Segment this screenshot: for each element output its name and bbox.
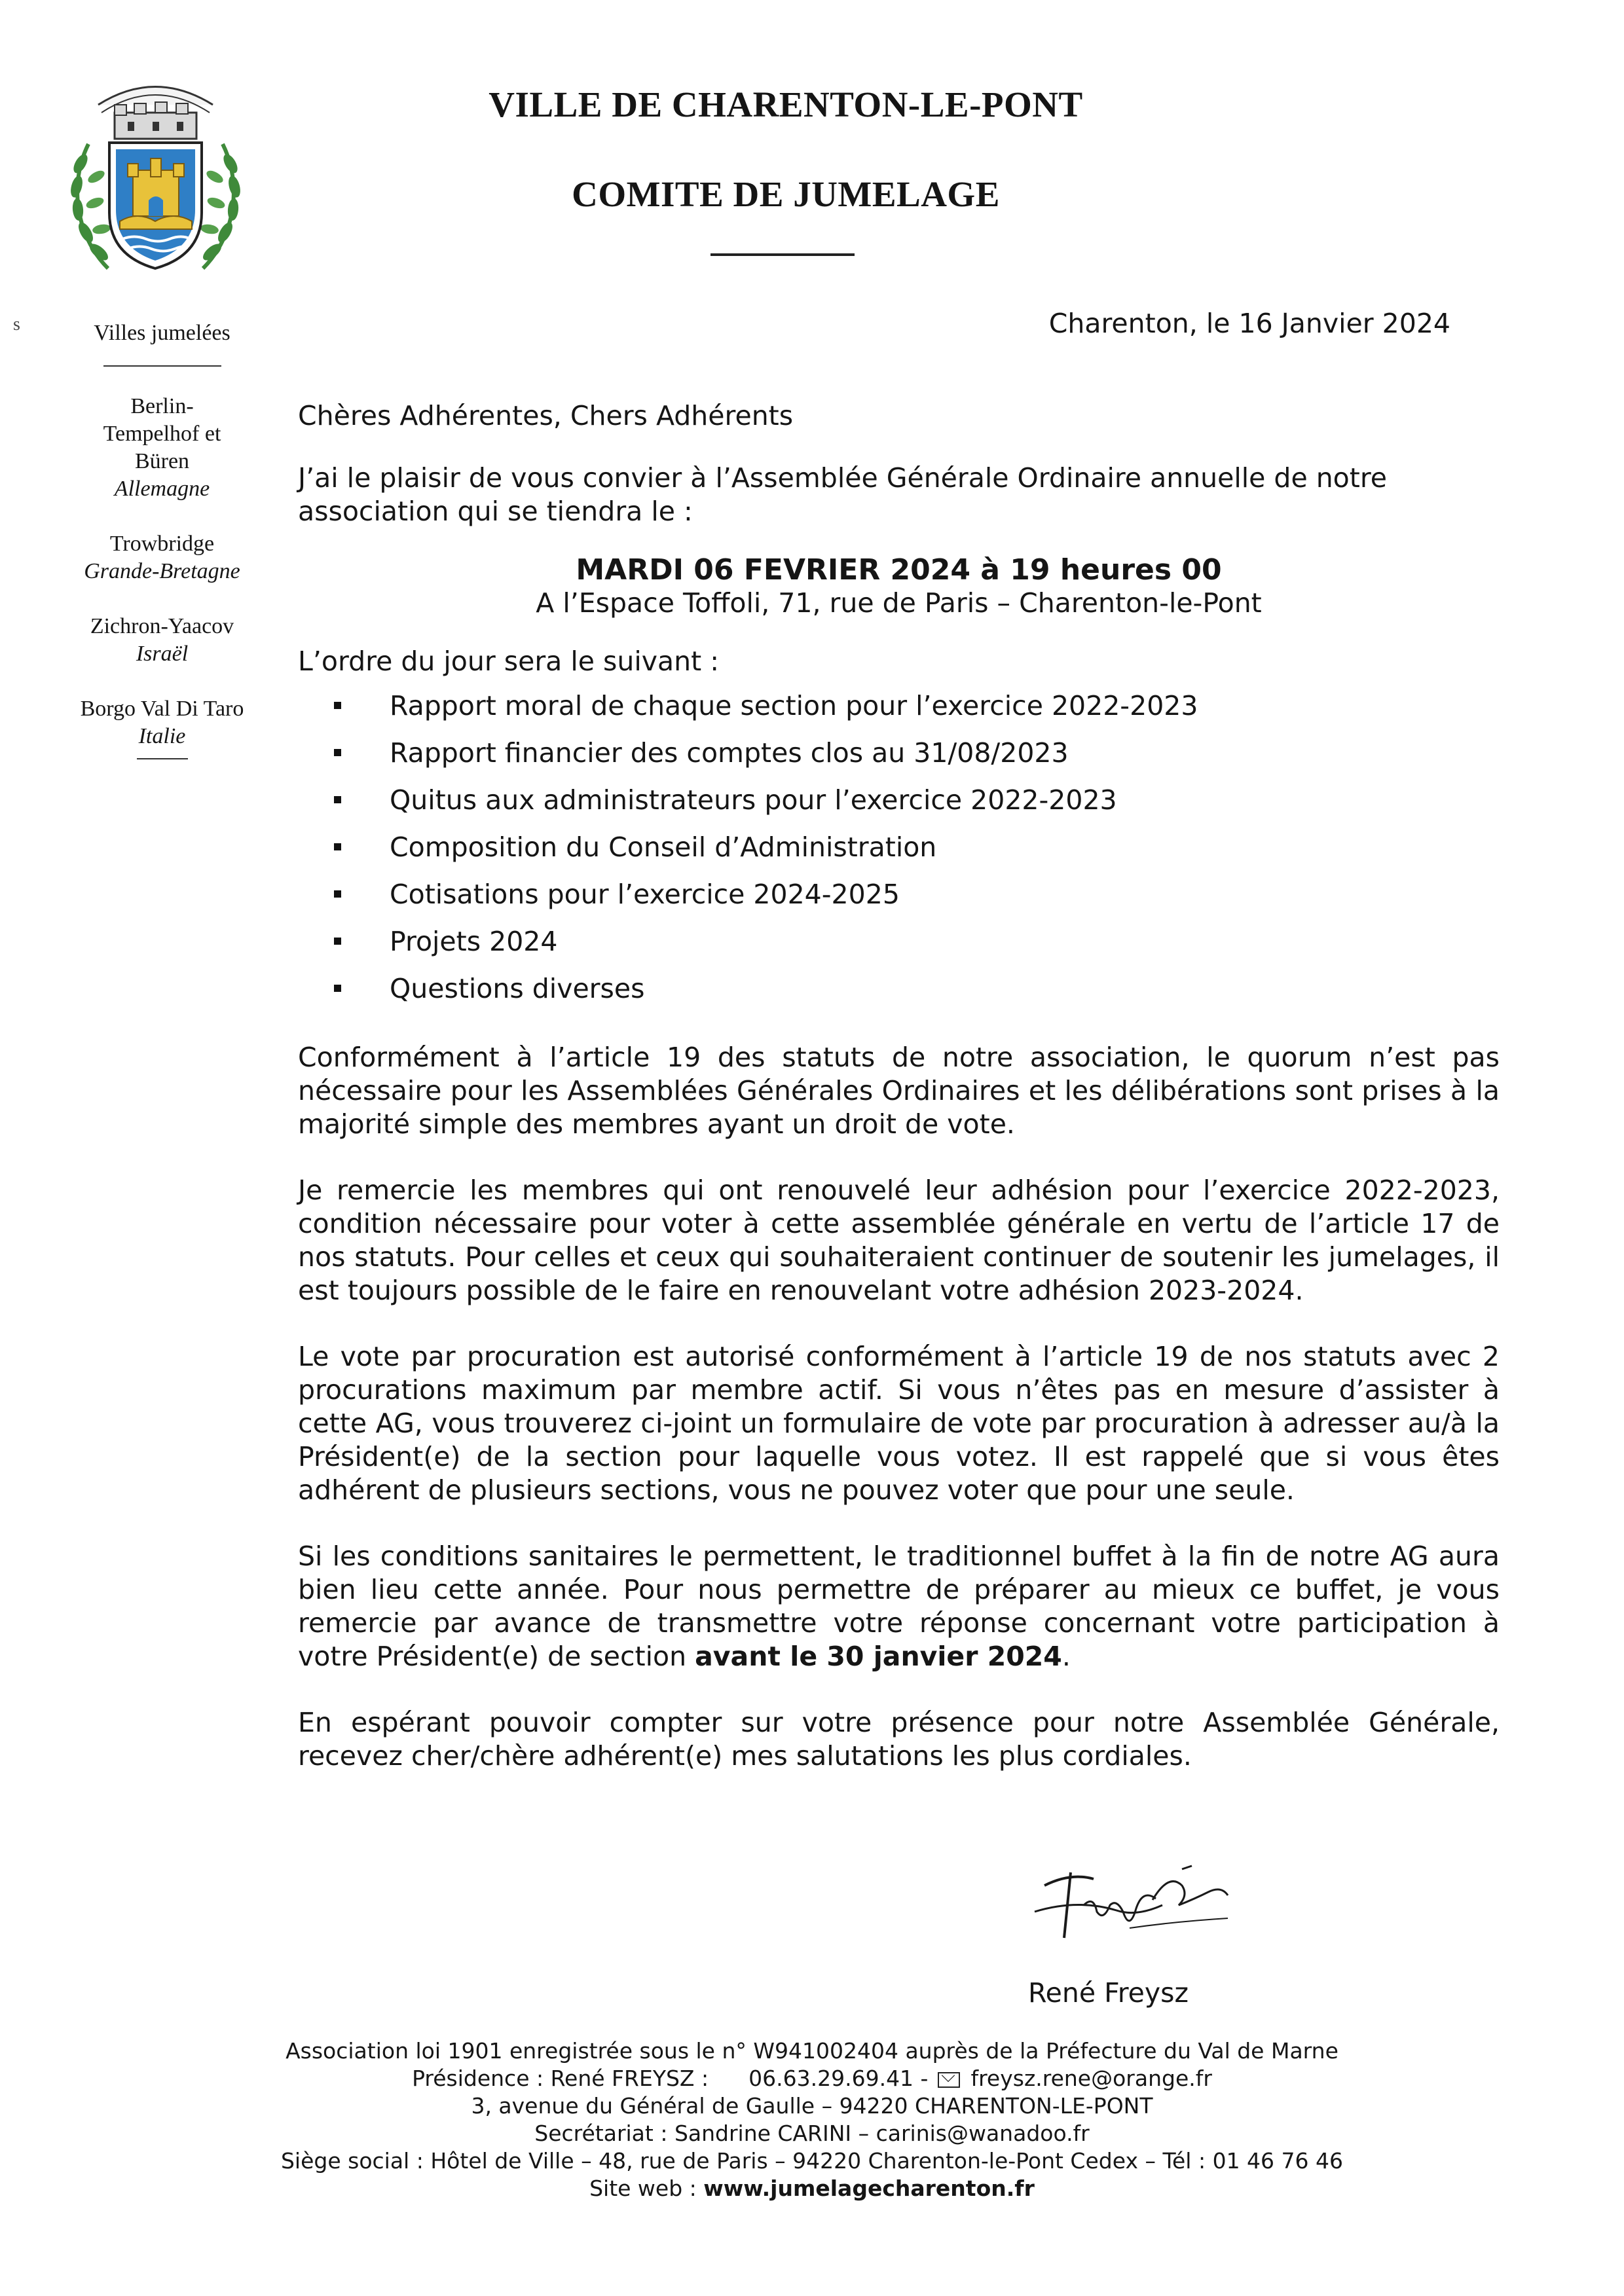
title-divider [710, 253, 855, 256]
bullet-icon [334, 749, 341, 756]
bullet-icon [334, 843, 341, 850]
agenda-list [298, 682, 1500, 1012]
city-country: Grande-Bretagne [84, 559, 240, 583]
page-subtitle: COMITE DE JUMELAGE [572, 174, 1000, 214]
laurel-left-icon [69, 144, 111, 268]
twinned-city [59, 695, 265, 750]
buffet-end: . [1061, 1641, 1071, 1672]
mail-icon [938, 2072, 960, 2088]
agenda-item [390, 965, 1500, 1012]
twinned-city [59, 613, 265, 668]
proxy-paragraph: Le vote par procuration est autorisé conformément à l’article 19 de nos statuts avec 2 procurations maximum par membre actif. Si vous n’êtes pas en mesure d’assister à cette AG, vous trouverez ci-joint un formulaire de vote par procuration à adresser au/à la Président(e) de la section pour laquelle vous votez. Il est rappelé que si vous êtes adhérent de plusieurs sections, vous ne pouvez voter que pour une seule. [298, 1341, 1500, 1506]
meeting-details [298, 553, 1500, 620]
agenda-item-label: Quitus aux administrateurs pour l’exercice 2022-2023 [390, 784, 1117, 816]
renewal-paragraph: Je remercie les membres qui ont renouvelé leur adhésion pour l’exercice 2022-2023, condition nécessaire pour voter à cette assemblée générale en vertu de l’article 17 de nos statuts. Pour celles et ceux qui souhaiteraient continuer de soutenir les jumelages, il est toujours possible de le faire en renouvelant votre adhésion 2023-2024. [298, 1175, 1500, 1306]
buffet-deadline: avant le 30 janvier 2024 [695, 1641, 1062, 1672]
twinned-city [59, 393, 265, 503]
presidence-label: Présidence : René FREYSZ : [412, 2066, 709, 2091]
meeting-datetime: MARDI 06 FEVRIER 2024 à 19 heures 00 [576, 553, 1222, 587]
agenda-item-label: Rapport financier des comptes clos au 31/08/2023 [390, 737, 1069, 769]
page-title: VILLE DE CHARENTON-LE-PONT [489, 84, 1083, 124]
twinned-cities-sidebar [59, 319, 265, 759]
city-name: Trowbridge [109, 532, 215, 556]
city-country: Italie [138, 724, 186, 748]
buffet-text: Si les conditions sanitaires le permettent, le traditionnel buffet à la fin de notre AG aura bien lieu cette année. Pour nous permettre de préparer au mieux ce buffet, je vous remercie par avance de transmettre votre réponse concernant votre participation à votre Président(e) de section [298, 1540, 1500, 1672]
letter-date: Charenton, le 16 Janvier 2024 [1048, 308, 1450, 339]
letter-body [298, 399, 1500, 1806]
agenda-item [390, 871, 1500, 918]
bullet-icon [334, 938, 341, 945]
margin-mark: s [13, 314, 20, 335]
agenda-item [390, 824, 1500, 871]
laurel-right-icon [200, 144, 242, 268]
handwritten-signature [1031, 1859, 1234, 1958]
signer-name: René Freysz [1028, 1977, 1189, 2009]
closing-paragraph: En espérant pouvoir compter sur votre présence pour notre Assemblée Générale, recevez cher/chère adhérent(e) mes salutations les plus cordiales. [298, 1707, 1500, 1772]
agenda-item-label: Projets 2024 [390, 926, 558, 957]
agenda-item [390, 776, 1500, 824]
city-country: Allemagne [114, 477, 210, 501]
website-link[interactable]: www.jumelagecharenton.fr [703, 2176, 1035, 2201]
website-label: Site web : [589, 2176, 697, 2201]
presidence-email[interactable]: freysz.rene@orange.fr [970, 2066, 1212, 2091]
bullet-icon [334, 890, 341, 898]
salutation: Chères Adhérentes, Chers Adhérents [298, 400, 794, 431]
presidence-phone: 06.63.29.69.41 - [748, 2066, 929, 2091]
sidebar-heading: Villes jumelées [94, 321, 231, 345]
sidebar-end-divider [137, 758, 188, 759]
agenda-item [390, 918, 1500, 965]
footer-secretariat: Secrétariat : Sandrine CARINI – carinis@wanadoo.fr [534, 2121, 1090, 2146]
footer-website [196, 2175, 1428, 2202]
buffet-paragraph [298, 1540, 1500, 1673]
city-crest-logo [62, 72, 249, 282]
intro-paragraph: J’ai le plaisir de vous convier à l’Assemblée Générale Ordinaire annuelle de notre association qui se tiendra le : [298, 462, 1388, 527]
agenda-intro: L’ordre du jour sera le suivant : [298, 646, 720, 677]
footer-address: 3, avenue du Général de Gaulle – 94220 CHARENTON-LE-PONT [471, 2093, 1153, 2119]
agenda-item-label: Cotisations pour l’exercice 2024-2025 [390, 879, 900, 910]
city-name: Zichron-Yaacov [90, 614, 234, 638]
sidebar-divider [103, 365, 221, 367]
city-name: Borgo Val Di Taro [80, 697, 244, 721]
twinned-city [59, 530, 265, 585]
agenda-item [390, 682, 1500, 729]
agenda-item [390, 729, 1500, 776]
footer-presidence [196, 2065, 1428, 2092]
agenda-item-label: Rapport moral de chaque section pour l’exercice 2022-2023 [390, 690, 1198, 721]
quorum-paragraph: Conformément à l’article 19 des statuts de notre association, le quorum n’est pas nécessaire pour les Assemblées Générales Ordinaires et les délibérations sont prises à la majorité simple des membres ayant un droit de vote. [298, 1042, 1500, 1140]
bullet-icon [334, 702, 341, 709]
agenda-item-label: Questions diverses [390, 973, 645, 1004]
agenda-item-label: Composition du Conseil d’Administration [390, 831, 937, 863]
city-country: Israël [136, 642, 189, 666]
city-name: Berlin-Tempelhof et Büren [103, 394, 221, 473]
bullet-icon [334, 985, 341, 992]
bullet-icon [334, 796, 341, 803]
letter-footer [196, 2037, 1428, 2202]
footer-headquarters: Siège social : Hôtel de Ville – 48, rue de Paris – 94220 Charenton-le-Pont Cedex – Tél : 01 46 76 46 [280, 2148, 1344, 2174]
meeting-place: A l’Espace Toffoli, 71, rue de Paris – Charenton-le-Pont [536, 587, 1262, 619]
footer-registration: Association loi 1901 enregistrée sous le n° W941002404 auprès de la Préfecture du Val de Marne [286, 2038, 1338, 2064]
